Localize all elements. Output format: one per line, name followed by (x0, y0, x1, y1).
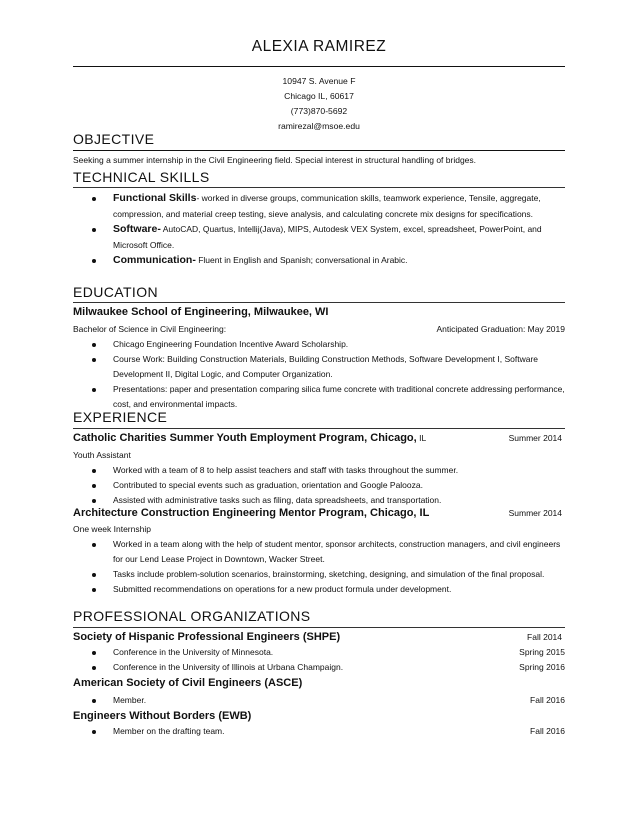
list-item-text: Member on the drafting team. (113, 726, 225, 736)
list-item-text: Member. (113, 695, 147, 705)
address-line: 10947 S. Avenue F (282, 76, 356, 86)
job-duties (73, 463, 565, 508)
skill-label: Functional Skills (113, 192, 197, 204)
list-item-text: Tasks include problem-solution scenarios, brainstorming, sketching, designing, and simulation of the final proposal. (113, 569, 545, 579)
list-item (73, 645, 565, 660)
bullet-icon (92, 699, 96, 703)
objective-rule (73, 150, 565, 151)
applicant-name: ALEXIA RAMIREZ (251, 38, 387, 55)
list-item (73, 693, 565, 708)
degree-row (73, 322, 565, 337)
education-list (73, 337, 565, 412)
org-header (73, 630, 565, 645)
bullet-icon (92, 469, 96, 473)
city-line: Chicago IL, 60617 (284, 91, 354, 101)
list-item (73, 660, 565, 675)
graduation-date: Anticipated Graduation: May 2019 (436, 324, 565, 334)
list-item (73, 724, 565, 739)
job-org-suffix: IL (416, 433, 427, 443)
list-item (73, 463, 565, 478)
bullet-icon (92, 499, 96, 503)
bullet-icon (92, 388, 96, 392)
list-item-text: Submitted recommendations on operations for a new product formula under development. (113, 584, 452, 594)
list-item-text: Assisted with administrative tasks such as filing, data spreadsheets, and transportation. (113, 495, 442, 505)
bullet-icon (92, 651, 96, 655)
bullet-icon (92, 588, 96, 592)
skills-rule (73, 187, 565, 188)
skill-label: Communication- (113, 254, 196, 266)
item-date: Fall 2016 (530, 695, 565, 705)
list-item (73, 382, 565, 412)
bullet-icon (92, 197, 96, 201)
skill-item (73, 222, 565, 253)
skill-text: Fluent in English and Spanish; conversational in Arabic. (195, 255, 408, 265)
job-role: One week Internship (73, 524, 151, 534)
skill-text: worked in diverse groups, communication skills, teamwork experience, Tensile, aggregate, compression, and material creep testing, sieve analysis, and calculating concrete mix designs for specifications. (113, 193, 541, 219)
job-date: Summer 2014 (508, 433, 562, 443)
skills-list (73, 191, 565, 269)
item-date: Fall 2016 (530, 726, 565, 736)
objective-title: OBJECTIVE (73, 131, 155, 147)
job-header (73, 506, 565, 521)
bullet-icon (92, 358, 96, 362)
education-title: EDUCATION (73, 284, 159, 300)
skill-separator: - (196, 193, 200, 203)
list-item-text: Course Work: Building Construction Materials, Building Construction Methods, Software Development I, Software Development II, Digital Logic, and Computer Organization. (113, 354, 539, 379)
bullet-icon (92, 666, 96, 670)
org-items (73, 645, 565, 675)
list-item (73, 567, 565, 582)
list-item (73, 478, 565, 493)
org-header (73, 676, 565, 691)
organizations-title: PROFESSIONAL ORGANIZATIONS (73, 608, 311, 624)
list-item-text: Worked in a team along with the help of student mentor, sponsor architects, construction managers, and civil engineers for our Lend Lease Project in Downtown, Wacker Street. (113, 539, 561, 564)
bullet-icon (92, 228, 96, 232)
job-org: Architecture Construction Engineering Mentor Program, Chicago, IL (73, 507, 430, 519)
org-name: American Society of Civil Engineers (ASCE) (73, 677, 303, 689)
email-line: ramirezal@msoe.edu (278, 121, 360, 131)
job-role: Youth Assistant (73, 450, 131, 460)
list-item (73, 582, 565, 597)
skill-item (73, 253, 565, 269)
list-item-text: Presentations: paper and presentation comparing silica fume concrete with traditional concrete addressing performance, cost, and environmental impacts. (113, 384, 565, 409)
skills-title: TECHNICAL SKILLS (73, 169, 210, 185)
list-item (73, 352, 565, 382)
bullet-icon (92, 343, 96, 347)
degree-text: Bachelor of Science in Civil Engineering: (73, 324, 227, 334)
list-item-text: Conference in the University of Minnesota. (113, 647, 274, 657)
org-items (73, 693, 565, 708)
job-duties (73, 537, 565, 597)
objective-text: Seeking a summer internship in the Civil Engineering field. Special interest in structural handling of bridges. (73, 155, 477, 165)
org-name: Engineers Without Borders (EWB) (73, 710, 252, 722)
bullet-icon (92, 573, 96, 577)
skill-item (73, 191, 565, 222)
org-name: Society of Hispanic Professional Engineers (SHPE) (73, 631, 341, 643)
job-header (73, 431, 565, 446)
org-items (73, 724, 565, 739)
bullet-icon (92, 730, 96, 734)
list-item (73, 537, 565, 567)
job-org: Catholic Charities Summer Youth Employment Program, Chicago, (73, 432, 417, 444)
header-rule (73, 66, 565, 67)
item-date: Spring 2015 (519, 647, 565, 657)
experience-rule (73, 428, 565, 429)
bullet-icon (92, 543, 96, 547)
school-name: Milwaukee School of Engineering, Milwaukee, WI (73, 306, 329, 318)
bullet-icon (92, 484, 96, 488)
organizations-rule (73, 627, 565, 628)
org-header (73, 709, 565, 724)
item-date: Spring 2016 (519, 662, 565, 672)
list-item (73, 337, 565, 352)
list-item-text: Contributed to special events such as graduation, orientation and Google Palooza. (113, 480, 423, 490)
job-date: Summer 2014 (508, 508, 562, 518)
skill-label: Software- (113, 223, 161, 235)
list-item-text: Chicago Engineering Foundation Incentive Award Scholarship. (113, 339, 349, 349)
list-item-text: Worked with a team of 8 to help assist teachers and staff with tasks throughout the summer. (113, 465, 459, 475)
skill-text: AutoCAD, Quartus, Intellij(Java), MIPS, Autodesk VEX System, excel, spreadsheet, PowerPoint, and Microsoft Office. (113, 224, 542, 250)
list-item-text: Conference in the University of Illinois at Urbana Champaign. (113, 662, 344, 672)
contact-block (73, 74, 565, 134)
education-rule (73, 302, 565, 303)
org-date: Fall 2014 (527, 632, 562, 642)
experience-title: EXPERIENCE (73, 409, 168, 425)
bullet-icon (92, 259, 96, 263)
phone-line: (773)870-5692 (290, 106, 348, 116)
